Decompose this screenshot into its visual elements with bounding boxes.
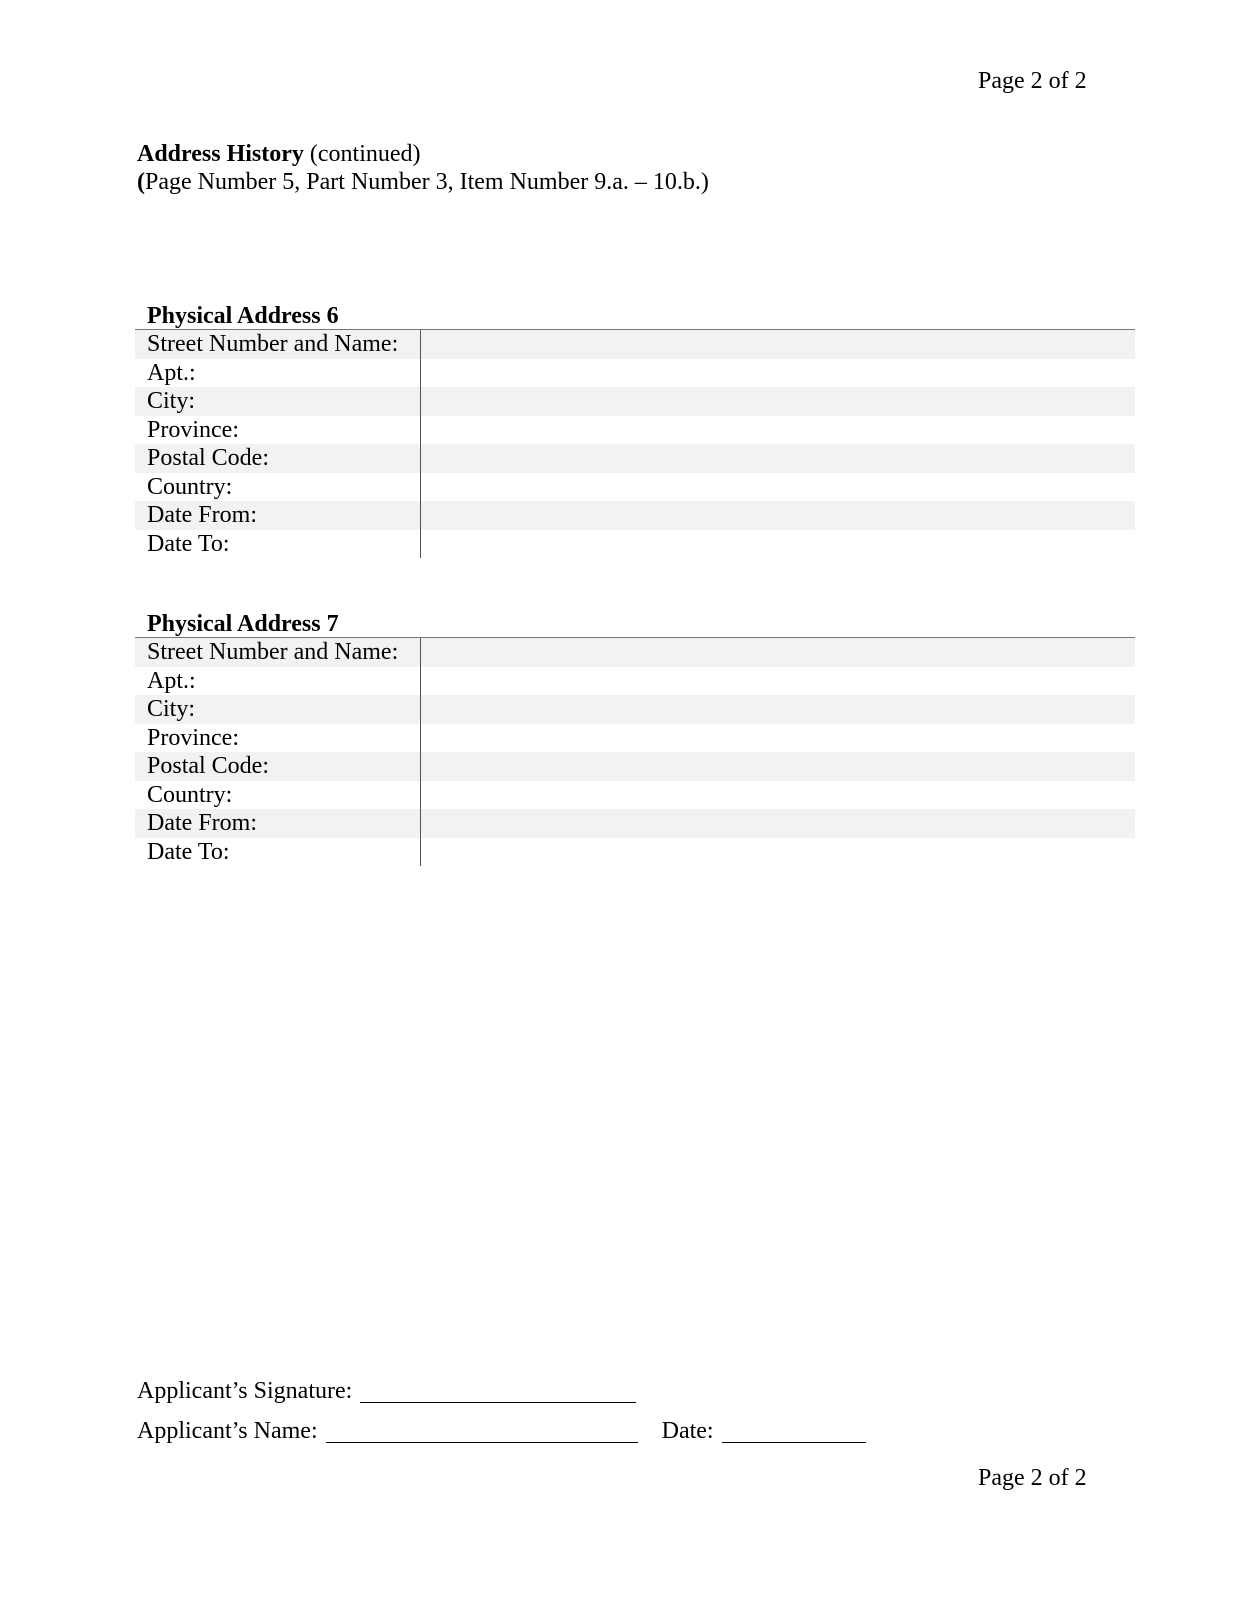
- field-value-date-from[interactable]: [421, 501, 1135, 530]
- date-field[interactable]: [722, 1420, 866, 1443]
- signature-field[interactable]: [360, 1380, 636, 1403]
- table-row: [135, 330, 1135, 359]
- table-row: [135, 809, 1135, 838]
- field-label-postal-code: Postal Code:: [135, 444, 421, 473]
- field-value-street[interactable]: [421, 638, 1135, 667]
- table-row: [135, 501, 1135, 530]
- table-row: [135, 387, 1135, 416]
- table-row: [135, 359, 1135, 388]
- field-label-city: City:: [135, 695, 421, 724]
- field-value-province[interactable]: [421, 416, 1135, 445]
- table-row: [135, 724, 1135, 753]
- physical-address-7-table: [135, 610, 1135, 866]
- field-label-city: City:: [135, 387, 421, 416]
- table-row: [135, 473, 1135, 502]
- table-row: [135, 781, 1135, 810]
- field-label-street: Street Number and Name:: [135, 330, 421, 359]
- field-value-country[interactable]: [421, 781, 1135, 810]
- name-field[interactable]: [326, 1420, 638, 1443]
- table-row: [135, 695, 1135, 724]
- field-label-country: Country:: [135, 781, 421, 810]
- heading-suffix: (continued): [303, 141, 421, 167]
- field-value-postal-code[interactable]: [421, 444, 1135, 473]
- table-row: [135, 638, 1135, 667]
- field-value-apt[interactable]: [421, 359, 1135, 388]
- signature-line: [137, 1376, 636, 1406]
- table-row: [135, 444, 1135, 473]
- signature-label: Applicant’s Signature:: [137, 1378, 353, 1404]
- field-label-date-from: Date From:: [135, 809, 421, 838]
- field-label-country: Country:: [135, 473, 421, 502]
- field-value-date-to[interactable]: [421, 530, 1135, 559]
- physical-address-6-title: Physical Address 6: [135, 302, 1135, 330]
- page-number-top: Page 2 of 2: [978, 68, 1087, 94]
- page-number-bottom: Page 2 of 2: [978, 1465, 1087, 1491]
- field-value-apt[interactable]: [421, 667, 1135, 696]
- physical-address-6-table: [135, 302, 1135, 558]
- name-label: Applicant’s Name:: [137, 1418, 318, 1444]
- field-label-date-to: Date To:: [135, 838, 421, 867]
- field-value-city[interactable]: [421, 387, 1135, 416]
- heading-title-line: [137, 140, 709, 168]
- table-row: [135, 416, 1135, 445]
- name-date-line: [137, 1416, 866, 1446]
- field-label-street: Street Number and Name:: [135, 638, 421, 667]
- table-row: [135, 667, 1135, 696]
- table-row: [135, 530, 1135, 559]
- physical-address-7-title: Physical Address 7: [135, 610, 1135, 638]
- field-label-apt: Apt.:: [135, 359, 421, 388]
- heading-title: Address History: [137, 141, 304, 167]
- table-row: [135, 752, 1135, 781]
- field-label-apt: Apt.:: [135, 667, 421, 696]
- field-value-city[interactable]: [421, 695, 1135, 724]
- field-value-date-from[interactable]: [421, 809, 1135, 838]
- heading-reference-line: [137, 168, 709, 196]
- field-value-province[interactable]: [421, 724, 1135, 753]
- field-value-postal-code[interactable]: [421, 752, 1135, 781]
- table-row: [135, 838, 1135, 867]
- field-value-date-to[interactable]: [421, 838, 1135, 867]
- field-value-country[interactable]: [421, 473, 1135, 502]
- field-value-street[interactable]: [421, 330, 1135, 359]
- heading-reference: Page Number 5, Part Number 3, Item Number 9.a. – 10.b.): [145, 169, 709, 195]
- field-label-postal-code: Postal Code:: [135, 752, 421, 781]
- heading-reference-paren: (: [137, 169, 145, 195]
- date-label: Date:: [661, 1418, 714, 1444]
- field-label-province: Province:: [135, 416, 421, 445]
- section-heading: [137, 140, 709, 196]
- field-label-province: Province:: [135, 724, 421, 753]
- field-label-date-to: Date To:: [135, 530, 421, 559]
- field-label-date-from: Date From:: [135, 501, 421, 530]
